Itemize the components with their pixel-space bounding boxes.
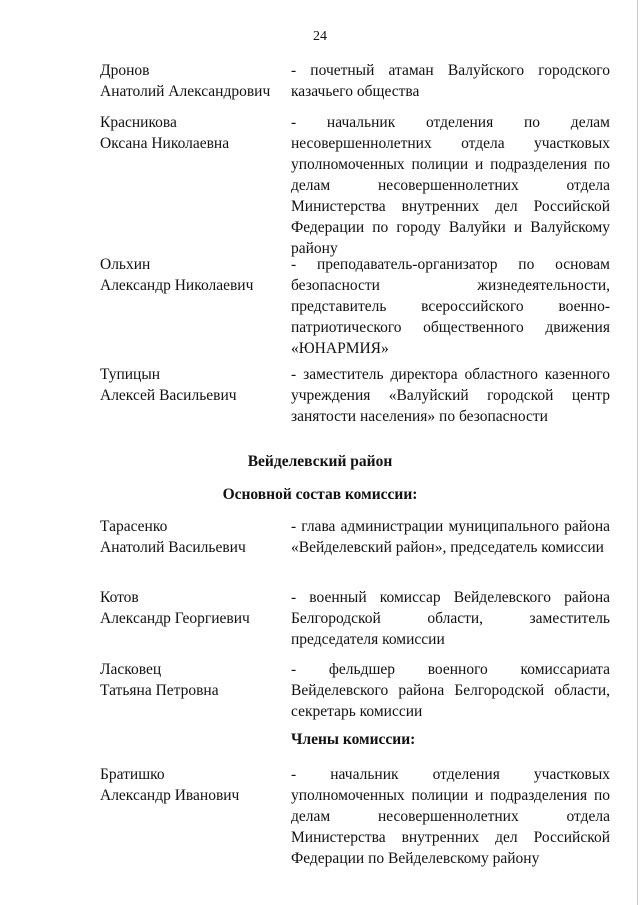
given-names: Александр Иванович xyxy=(100,787,240,804)
given-names: Александр Георгиевич xyxy=(100,610,250,627)
surname: Братишко xyxy=(100,766,165,783)
person-name xyxy=(100,764,280,806)
person-name xyxy=(100,60,280,102)
person-role: - начальник отделения по делам несовершеннолетних отдела участковых уполномоченных полиции и подразделения по делам несовершеннолетних отдела Министерства внутренних дел Российской Федерации по городу Валуйки и Валуйскому району xyxy=(291,114,610,257)
surname: Ольхин xyxy=(100,256,151,273)
person-role: - начальник отделения участковых уполномоченных полиции и подразделения по делам несовершеннолетних отдела Министерства внутренних дел Российской Федерации по Вейделевскому району xyxy=(291,766,610,867)
surname: Дронов xyxy=(100,62,150,79)
person-role: - преподаватель-организатор по основам безопасности жизнедеятельности, представитель всероссийского военно-патриотического общественного движения «ЮНАРМИЯ» xyxy=(291,256,610,357)
given-names: Татьяна Петровна xyxy=(100,682,219,699)
person-name xyxy=(100,112,280,154)
surname: Ласковец xyxy=(100,661,162,678)
members-title: Члены комиссии: xyxy=(291,731,416,748)
person-role: - почетный атаман Валуйского городского казачьего общества xyxy=(291,62,610,100)
given-names: Александр Николаевич xyxy=(100,277,254,294)
surname: Красникова xyxy=(100,114,177,131)
main-composition-title: Основной состав комиссии: xyxy=(222,486,418,503)
person-name xyxy=(100,364,280,406)
surname: Тарасенко xyxy=(100,518,168,535)
person-role: - военный комиссар Вейделевского района Белгородской области, заместитель председателя комиссии xyxy=(291,589,610,648)
person-name xyxy=(100,587,280,629)
person-name xyxy=(100,659,280,701)
person-name xyxy=(100,516,280,558)
page-number: 24 xyxy=(313,29,327,44)
person-name xyxy=(100,254,280,296)
person-role: - фельдшер военного комиссариата Вейделевского района Белгородской области, секретарь комиссии xyxy=(291,661,610,720)
given-names: Алексей Васильевич xyxy=(100,387,237,404)
section-title: Вейделевский район xyxy=(247,453,393,470)
person-role: - заместитель директора областного казенного учреждения «Валуйский городской центр занятости населения» по безопасности xyxy=(291,366,610,425)
given-names: Оксана Николаевна xyxy=(100,135,230,152)
surname: Котов xyxy=(100,589,139,606)
surname: Тупицын xyxy=(100,366,161,383)
given-names: Анатолий Александрович xyxy=(100,83,271,100)
person-role: - глава администрации муниципального района «Вейделевский район», председатель комиссии xyxy=(291,518,610,556)
given-names: Анатолий Васильевич xyxy=(100,539,246,556)
